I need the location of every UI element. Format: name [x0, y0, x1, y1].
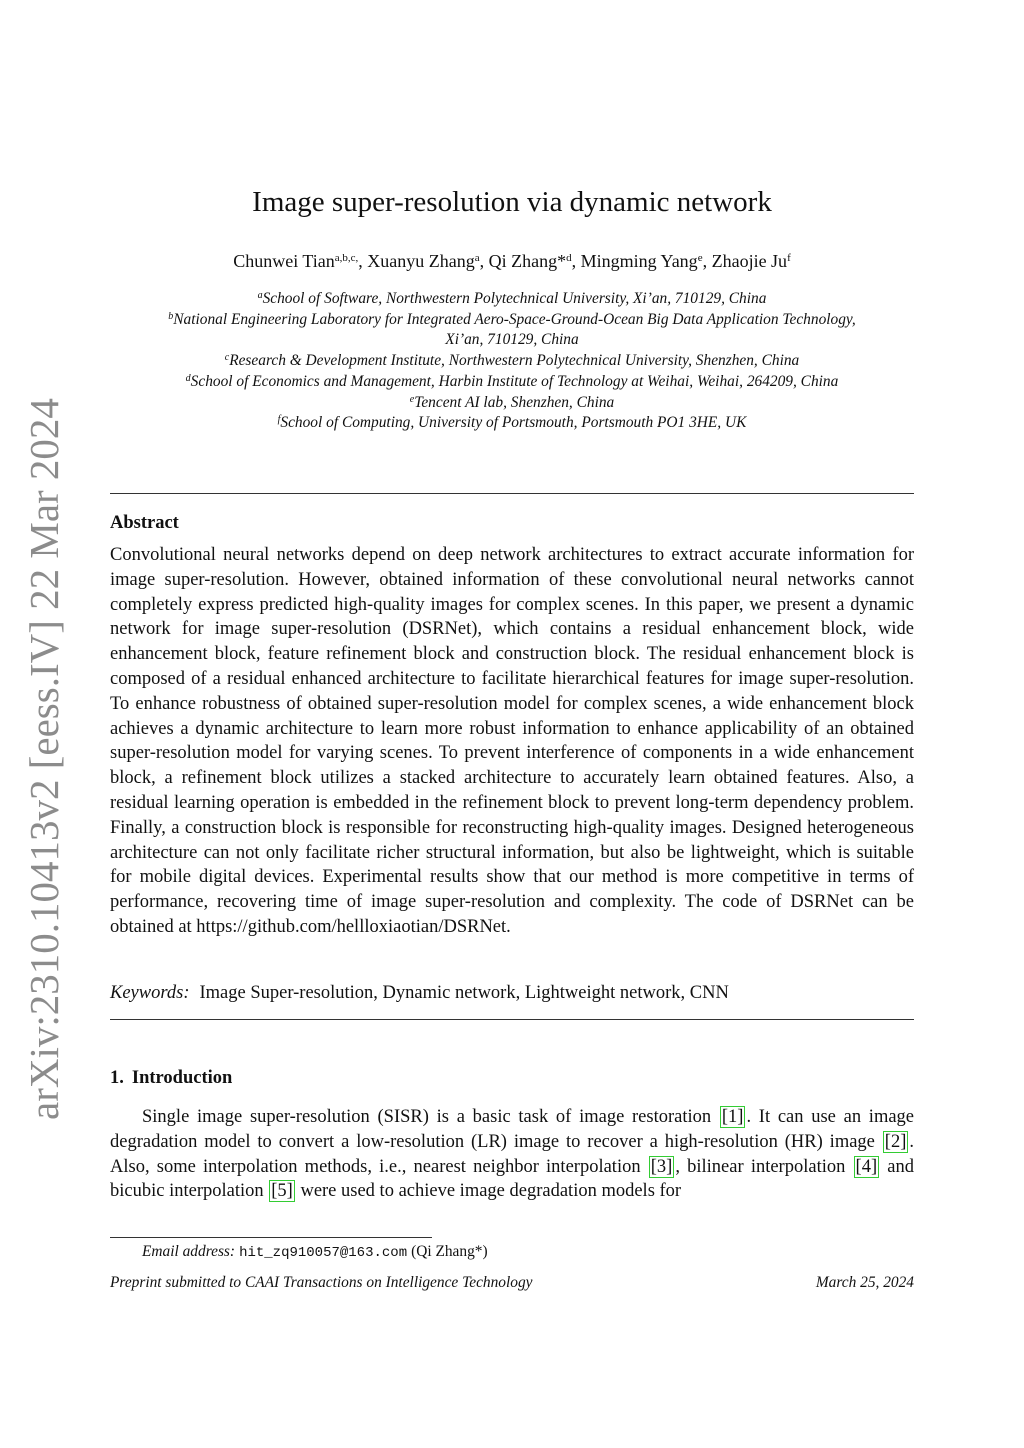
citation-link[interactable]: [3]	[650, 1156, 673, 1177]
author: Qi Zhang*$^d$,	[488, 251, 581, 271]
footnote-label: Email address:	[142, 1243, 236, 1260]
author: Mingming Yang$^e$,	[580, 251, 712, 271]
affiliation: $^c$Research & Development Institute, Northwestern Polytechnical University, Shenzhen, China	[224, 352, 800, 370]
preprint-date: March 25, 2024	[815, 1274, 914, 1291]
affiliation: $^f$School of Computing, University of Portsmouth, Portsmouth PO1 3HE, UK	[277, 414, 747, 432]
keywords	[110, 981, 729, 1005]
footnote-name: (Qi Zhang*)	[411, 1243, 488, 1260]
affiliation: $^b$National Engineering Laboratory for Integrated Aero-Space-Ground-Ocean Big Data Application Technology,	[168, 310, 856, 328]
footnote-email	[142, 1242, 488, 1263]
abstract-heading: Abstract	[110, 513, 179, 533]
abstract-text: Convolutional neural networks depend on deep network architectures to extract accurate information for image super-resolution. However, obtained information of these convolutional neural networks cannot completely express predicted high-quality images for complex scenes. In this paper, we present a dynamic network for image super-resolution (DSRNet), which contains a residual enhancement block, wide enhancement block, feature refinement block and construction block. The residual enhancement block is composed of a residual enhanced architecture to facilitate hierarchical features for image super-resolution. To enhance robustness of obtained super-resolution model for complex scenes, a wide enhancement block achieves a dynamic architecture to learn more robust information to enhance applicability of an obtained super-resolution model for varying scenes. To prevent interference of components in a wide enhancement block, a refinement block utilizes a stacked architecture to accurately learn obtained features. Also, a residual learning operation is embedded in the refinement block to prevent long-term dependency problem. Finally, a construction block is responsible for reconstructing high-quality images. Designed heterogeneous architecture can not only facilitate richer structural information, but also be lightweight, which is suitable for mobile digital devices. Experimental results show that our method is more competitive in terms of performance, recovering time of image super-resolution and complexity. The code of DSRNet can be obtained at https://github.com/hellloxiaotian/DSRNet.	[110, 545, 914, 937]
affiliation-list	[110, 289, 914, 434]
affiliation: Xi’an, 710129, China	[445, 331, 579, 349]
author: Zhaojie Ju$^f$	[711, 251, 791, 271]
abstract-top-rule	[110, 493, 914, 494]
intro-paragraph: Single image super-resolution (SISR) is a basic task of image restoration [1] . It can use an image degradation model to convert a low-resolution (LR) image to recover a high-resolution (HR) image [2] . Also, some interpolation methods, i.e., nearest neighbor interpolation [3] , bilinear interpolation [4] and bicubic interpolation [5] were used to achieve image degradation models for	[110, 1107, 915, 1202]
affiliation: $^a$School of Software, Northwestern Polytechnical University, Xi’an, 710129, China	[257, 290, 767, 307]
section-heading-introduction: 1. Introduction	[110, 1068, 233, 1088]
keywords-label: Keywords:	[110, 983, 190, 1003]
paper-title: Image super-resolution via dynamic network	[252, 186, 772, 218]
author-list	[110, 249, 914, 273]
email-address[interactable]: hit_zq910057@163.com	[239, 1245, 408, 1261]
affiliation: $^d$School of Economics and Management, Harbin Institute of Technology at Weihai, Weihai, 264209, China	[185, 372, 839, 390]
preprint-note: Preprint submitted to CAAI Transactions on Intelligence Technology	[110, 1274, 533, 1291]
keywords-list: Image Super-resolution, Dynamic network, Lightweight network, CNN	[199, 983, 729, 1003]
arxiv-identifier: arXiv:2310.10413v2 [eess.IV] 22 Mar 2024	[21, 398, 67, 1120]
abstract-bottom-rule	[110, 1019, 914, 1020]
author: Chunwei Tian$^{a,b,c,}$,	[233, 251, 368, 271]
author: Xuanyu Zhang$^a$,	[367, 251, 489, 271]
citation-link[interactable]: [5]	[271, 1181, 293, 1202]
affiliation: $^e$Tencent AI lab, Shenzhen, China	[409, 393, 615, 411]
footnote-rule	[110, 1237, 432, 1238]
citation-link[interactable]: [2]	[884, 1131, 907, 1152]
citation-link[interactable]: [1]	[721, 1107, 744, 1127]
citation-link[interactable]: [4]	[855, 1156, 878, 1177]
